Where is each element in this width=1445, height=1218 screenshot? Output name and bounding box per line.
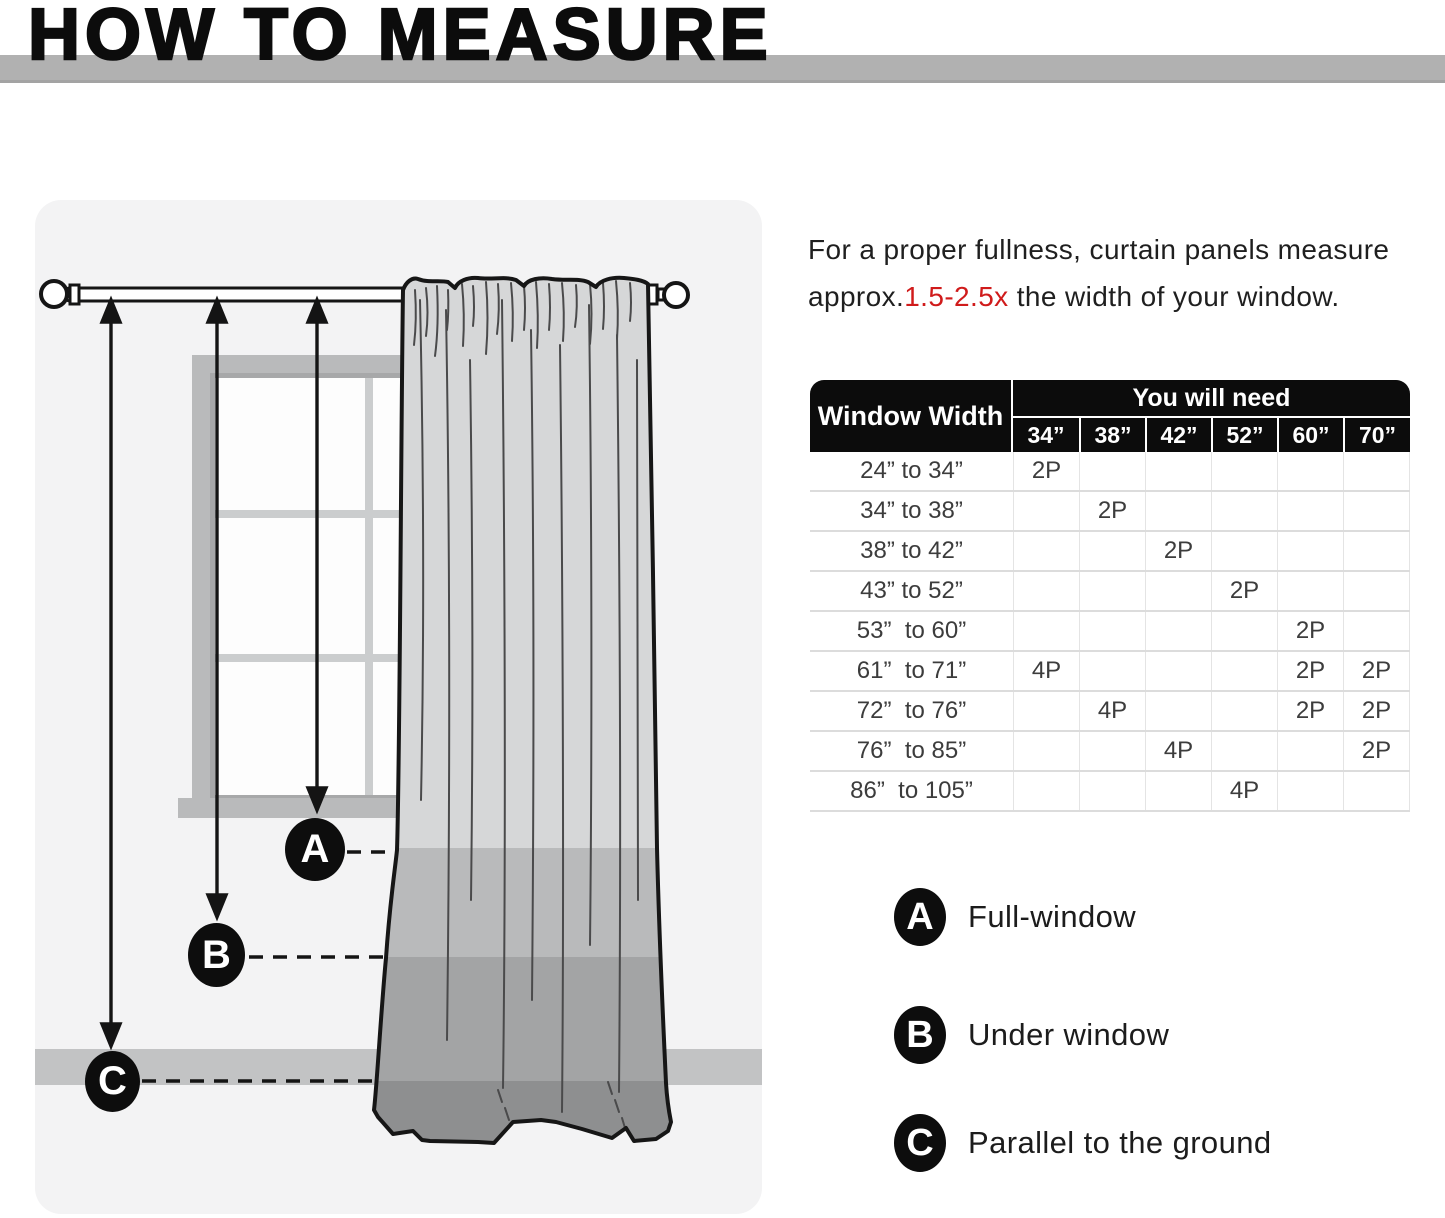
cell bbox=[1145, 612, 1211, 650]
marker-c-letter: C bbox=[98, 1059, 127, 1103]
cell bbox=[1277, 452, 1343, 490]
intro-line-1: For a proper fullness, curtain panels measure bbox=[808, 234, 1390, 265]
col-header-34: 34” bbox=[1027, 421, 1065, 448]
cell bbox=[1079, 612, 1145, 650]
legend-marker-c bbox=[894, 1114, 946, 1172]
cell: 4P bbox=[1013, 652, 1079, 690]
table-row bbox=[810, 692, 1410, 732]
table-row bbox=[810, 452, 1410, 492]
col-group-you-will-need: You will need bbox=[1013, 380, 1410, 418]
cell bbox=[1277, 772, 1343, 810]
intro-line2-prefix: approx. bbox=[808, 281, 905, 312]
col-header-60: 60” bbox=[1277, 418, 1343, 452]
cell bbox=[1079, 572, 1145, 610]
col-header-70: 70” bbox=[1343, 418, 1410, 452]
cell bbox=[1277, 572, 1343, 610]
row-label: 61” to 71” bbox=[856, 657, 967, 684]
cell bbox=[1013, 492, 1079, 530]
cell bbox=[1079, 772, 1145, 810]
cell: 2P bbox=[1343, 692, 1410, 730]
panel-size-table bbox=[810, 380, 1410, 812]
table-row bbox=[810, 572, 1410, 612]
row-label: 72” to 76” bbox=[856, 697, 967, 724]
window-panes bbox=[215, 378, 472, 795]
row-label: 76” to 85” bbox=[856, 737, 967, 764]
cell bbox=[1145, 652, 1211, 690]
window-mullion-vertical bbox=[365, 378, 373, 795]
cell: 2P bbox=[1013, 452, 1079, 490]
cell: 2P bbox=[1343, 652, 1410, 690]
diagram-marker-a bbox=[285, 818, 345, 881]
intro-paragraph bbox=[808, 226, 1438, 320]
cell bbox=[1145, 492, 1211, 530]
measure-diagram-panel bbox=[35, 200, 762, 1214]
table-row bbox=[810, 492, 1410, 532]
legend-c-label: Parallel to the ground bbox=[968, 1125, 1272, 1160]
cell bbox=[1211, 452, 1277, 490]
cell bbox=[1013, 572, 1079, 610]
col-header-42: 42” bbox=[1145, 418, 1211, 452]
legend-b-letter: B bbox=[906, 1013, 934, 1056]
cell: 2P bbox=[1277, 652, 1343, 690]
cell bbox=[1343, 492, 1410, 530]
cell bbox=[1145, 572, 1211, 610]
cell: 2P bbox=[1079, 492, 1145, 530]
cell bbox=[1145, 692, 1211, 730]
cell bbox=[1079, 452, 1145, 490]
cell bbox=[1013, 772, 1079, 810]
intro-line-2 bbox=[808, 273, 1438, 320]
legend-c-letter: C bbox=[906, 1121, 934, 1164]
diagram-marker-b bbox=[188, 923, 245, 987]
cell bbox=[1145, 772, 1211, 810]
cell: 2P bbox=[1145, 532, 1211, 570]
fullness-ratio-highlight: 1.5-2.5x bbox=[904, 281, 1009, 312]
window-mullion-horizontal bbox=[215, 654, 472, 662]
row-label: 34” to 38” bbox=[860, 497, 963, 524]
cell: 4P bbox=[1211, 772, 1277, 810]
cell: 2P bbox=[1343, 732, 1410, 770]
cell bbox=[1079, 652, 1145, 690]
cell bbox=[1343, 612, 1410, 650]
baseboard-band bbox=[35, 1049, 762, 1085]
row-label: 38” to 42” bbox=[860, 537, 963, 564]
cell bbox=[1277, 732, 1343, 770]
marker-b-letter: B bbox=[202, 932, 231, 977]
table-header bbox=[810, 380, 1410, 452]
col-header-38: 38” bbox=[1079, 418, 1145, 452]
table-row bbox=[810, 652, 1410, 692]
cell bbox=[1343, 572, 1410, 610]
legend-item-a bbox=[894, 888, 1136, 946]
row-label: 86” to 105” bbox=[850, 777, 973, 804]
legend-a-label: Full-window bbox=[968, 899, 1137, 934]
window-sill bbox=[178, 798, 484, 818]
cell: 4P bbox=[1079, 692, 1145, 730]
cell bbox=[1277, 492, 1343, 530]
legend-b-label: Under window bbox=[968, 1017, 1170, 1052]
cell bbox=[1013, 732, 1079, 770]
cell bbox=[1211, 692, 1277, 730]
cell bbox=[1343, 532, 1410, 570]
cell bbox=[1343, 452, 1410, 490]
cell bbox=[1145, 452, 1211, 490]
cell bbox=[1343, 772, 1410, 810]
cell bbox=[1211, 532, 1277, 570]
table-row bbox=[810, 612, 1410, 652]
cell bbox=[1211, 732, 1277, 770]
legend-item-c bbox=[894, 1114, 1272, 1172]
row-label: 43” to 52” bbox=[860, 577, 963, 604]
table-row bbox=[810, 732, 1410, 772]
cell: 2P bbox=[1277, 692, 1343, 730]
diagram-marker-c bbox=[85, 1051, 140, 1112]
page-title: HOW TO MEASURE bbox=[28, 0, 773, 75]
cell bbox=[1013, 532, 1079, 570]
cell bbox=[1277, 532, 1343, 570]
cell bbox=[1013, 692, 1079, 730]
cell bbox=[1013, 612, 1079, 650]
legend-a-letter: A bbox=[906, 895, 934, 938]
table-row bbox=[810, 532, 1410, 572]
cell bbox=[1079, 732, 1145, 770]
cell bbox=[1079, 532, 1145, 570]
row-label: 24” to 34” bbox=[860, 457, 963, 484]
legend-marker-a bbox=[894, 888, 946, 946]
cell bbox=[1211, 652, 1277, 690]
col-header-52: 52” bbox=[1211, 418, 1277, 452]
row-label: 53” to 60” bbox=[856, 617, 967, 644]
legend-marker-b bbox=[894, 1006, 946, 1064]
cell: 2P bbox=[1211, 572, 1277, 610]
table-row bbox=[810, 772, 1410, 812]
cell: 2P bbox=[1277, 612, 1343, 650]
marker-a-letter: A bbox=[300, 827, 330, 871]
window-mullion-horizontal bbox=[215, 510, 472, 518]
legend-item-b bbox=[894, 1006, 1169, 1064]
intro-line2-suffix: the width of your window. bbox=[1008, 281, 1340, 312]
cell bbox=[1211, 492, 1277, 530]
cell bbox=[1211, 612, 1277, 650]
col-header-window-width: Window Width bbox=[810, 380, 1013, 452]
cell: 4P bbox=[1145, 732, 1211, 770]
